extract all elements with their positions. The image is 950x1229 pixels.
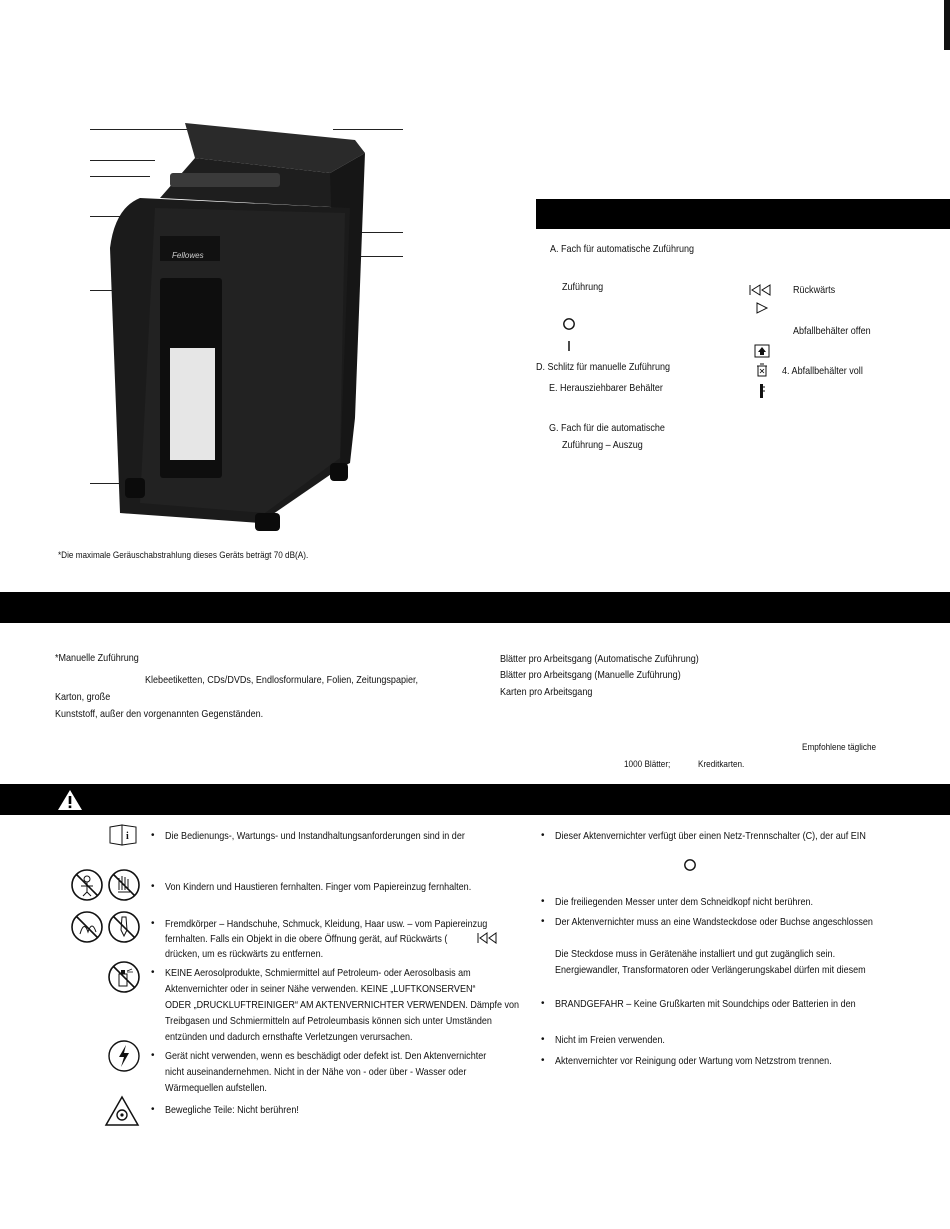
- specs-header-bar: [0, 592, 950, 623]
- safety-socket-2: Energiewandler, Transformatoren oder Verlängerungskabel dürfen mit diesem: [555, 964, 866, 976]
- spec-sheets-manual: Blätter pro Arbeitsgang (Manuelle Zuführung): [500, 669, 681, 681]
- bin-open-icon: [754, 344, 770, 358]
- safety-aerosol-2: Aktenvernichter oder in seiner Nähe verwenden. KEINE „LUFTKONSERVEN“: [165, 983, 476, 995]
- bullet: •: [151, 830, 155, 841]
- bin-open-label: Abfallbehälter offen: [793, 325, 871, 337]
- bullet: •: [541, 1034, 545, 1045]
- no-tie-icon: [107, 910, 141, 944]
- safety-switch: Dieser Aktenvernichter verfügt über einen Netz-Trennschalter (C), der auf EIN: [555, 830, 866, 842]
- power-off-icon: [562, 317, 576, 331]
- component-g-line1: G. Fach für die automatische: [549, 422, 665, 434]
- spec-cardboard: Karton, große: [55, 691, 111, 703]
- safety-foreign-3: drücken, um es rückwärts zu entfernen.: [165, 948, 324, 960]
- safety-aerosol-4: Treibgasen und Schmiermitteln auf Petroleumbasis können sich unter Umständen: [165, 1015, 492, 1027]
- reverse-icon: [476, 932, 500, 944]
- safety-children: Von Kindern und Haustieren fernhalten. Finger vom Papiereinzug fernhalten.: [165, 881, 472, 893]
- safety-damaged-3: Wärmequellen aufstellen.: [165, 1082, 267, 1094]
- safety-aerosol-5: entzünden und dadurch ernsthafte Verletzungen verursachen.: [165, 1031, 413, 1043]
- spec-daily-use: Empfohlene tägliche: [802, 742, 877, 753]
- warning-icon: [57, 789, 83, 811]
- component-e: E. Herausziehbarer Behälter: [549, 382, 663, 394]
- safety-fire: BRANDGEFAHR – Keine Grußkarten mit Soundchips oder Batterien in den: [555, 998, 856, 1010]
- noise-note: *Die maximale Geräuschabstrahlung dieses Geräts beträgt 70 dB(A).: [58, 550, 309, 561]
- safety-outdoor: Nicht im Freien verwenden.: [555, 1034, 665, 1046]
- reverse-label: Rückwärts: [793, 284, 836, 296]
- shredder-image: [100, 118, 370, 533]
- spec-manual-feed: *Manuelle Zuführung: [55, 652, 139, 664]
- spec-credit-cards: Kreditkarten.: [698, 759, 745, 770]
- bullet: •: [151, 881, 155, 892]
- thermometer-icon: [758, 383, 766, 399]
- power-off-icon: [683, 858, 697, 872]
- electric-hazard-icon: [107, 1039, 141, 1073]
- safety-aerosol-3: ODER „DRUCKLUFTREINIGER“ AM AKTENVERNICHTER VERWENDEN. Dämpfe von: [165, 999, 520, 1011]
- bullet: •: [541, 1055, 545, 1066]
- power-on-icon: [566, 340, 572, 352]
- no-hair-icon: [70, 910, 104, 944]
- spec-sheets-auto: Blätter pro Arbeitsgang (Automatische Zuführung): [500, 653, 699, 665]
- components-header-bar: [536, 199, 950, 229]
- manual-book-icon: [108, 824, 138, 846]
- bullet: •: [541, 830, 545, 841]
- safety-damaged-2: nicht auseinandernehmen. Nicht in der Nähe von - oder über - Wasser oder: [165, 1066, 467, 1078]
- bullet: •: [151, 1104, 155, 1115]
- spec-materials: Klebeetiketten, CDs/DVDs, Endlosformulare, Folien, Zeitungspapier,: [145, 674, 419, 686]
- bullet: •: [541, 916, 545, 927]
- component-a: A. Fach für automatische Zuführung: [550, 243, 695, 255]
- bullet: •: [541, 998, 545, 1009]
- component-a-cont: Zuführung: [562, 281, 604, 293]
- component-g-line2: Zuführung – Auszug: [562, 439, 643, 451]
- bullet: •: [541, 896, 545, 907]
- safety-damaged-1: Gerät nicht verwenden, wenn es beschädigt oder defekt ist. Den Aktenvernichter: [165, 1050, 487, 1062]
- safety-unplug: Aktenvernichter vor Reinigung oder Wartung vom Netzstrom trennen.: [555, 1055, 832, 1067]
- bullet: •: [151, 1050, 155, 1061]
- spec-plastic: Kunststoff, außer den vorgenannten Gegenständen.: [55, 708, 264, 720]
- no-children-icon: [70, 868, 104, 902]
- no-hands-icon: [107, 868, 141, 902]
- component-d: D. Schlitz für manuelle Zuführung: [536, 361, 671, 373]
- page-edge-tab: [944, 0, 950, 50]
- brand-logo: Fellowes: [172, 251, 204, 260]
- safety-outlet: Der Aktenvernichter muss an eine Wandsteckdose oder Buchse angeschlossen: [555, 916, 873, 928]
- spec-daily-sheets: 1000 Blätter;: [624, 759, 671, 770]
- safety-header-bar: [0, 784, 950, 815]
- bin-full-icon: [755, 363, 769, 377]
- safety-blades: Die freiliegenden Messer unter dem Schneidkopf nicht berühren.: [555, 896, 814, 908]
- safety-moving-parts: Bewegliche Teile: Nicht berühren!: [165, 1104, 299, 1116]
- bullet: •: [151, 918, 155, 929]
- reverse-icon: [748, 284, 774, 296]
- svg-text:i: i: [126, 831, 129, 842]
- safety-manual: Die Bedienungs-, Wartungs- und Instandhaltungsanforderungen sind in der: [165, 830, 465, 842]
- bin-full-label: 4. Abfallbehälter voll: [782, 365, 863, 377]
- spec-cards: Karten pro Arbeitsgang: [500, 686, 593, 698]
- safety-aerosol-1: KEINE Aerosolprodukte, Schmiermittel auf Petroleum- oder Aerosolbasis am: [165, 967, 471, 979]
- safety-foreign-2: fernhalten. Falls ein Objekt in die obere Öffnung gerät, auf Rückwärts (: [165, 933, 448, 945]
- bullet: •: [151, 967, 155, 978]
- moving-parts-icon: [104, 1095, 140, 1127]
- forward-icon: [755, 302, 769, 314]
- safety-foreign-1: Fremdkörper – Handschuhe, Schmuck, Kleidung, Haar usw. – vom Papiereinzug: [165, 918, 488, 930]
- no-aerosol-icon: [107, 960, 141, 994]
- safety-socket-1: Die Steckdose muss in Gerätenähe installiert und gut zugänglich sein.: [555, 948, 836, 960]
